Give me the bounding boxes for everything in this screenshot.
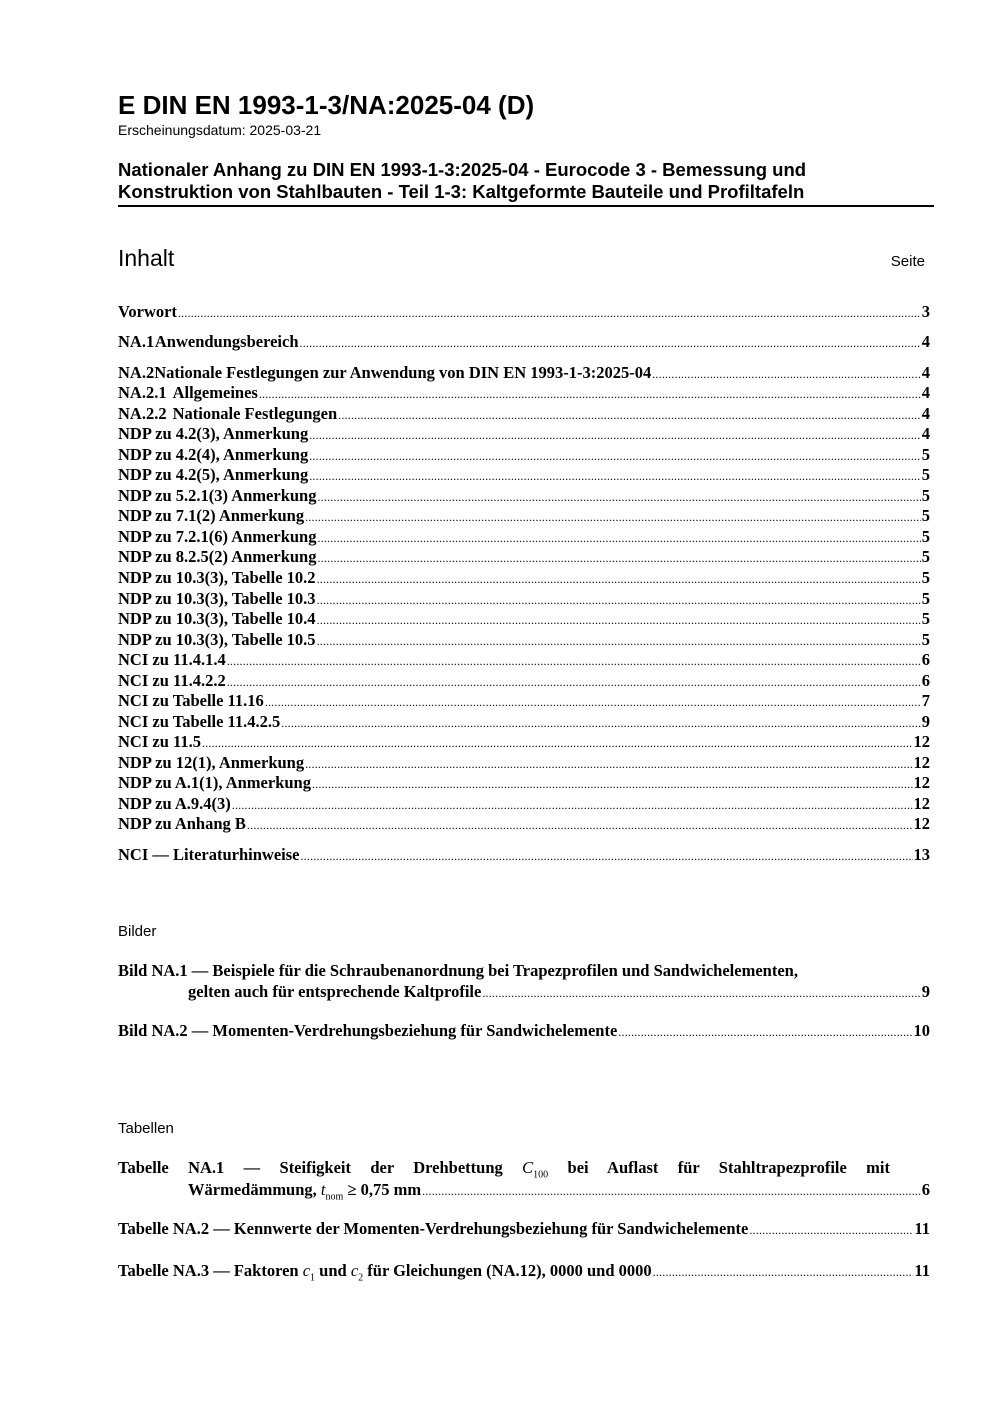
- toc-entry-label: NDP zu 7.1(2) Anmerkung: [118, 506, 305, 525]
- toc-entry[interactable]: [118, 753, 930, 774]
- leader-dots: [309, 465, 921, 485]
- toc-entry-page: 4: [921, 383, 930, 402]
- leader-dots: [227, 671, 921, 691]
- table-1-line2-text-b: ≥ 0,75 mm: [347, 1180, 422, 1199]
- toc-entry-label: NDP zu 4.2(5), Anmerkung: [118, 465, 309, 484]
- table-3-text-b: für Gleichungen (NA.12), 0000 und 0000: [367, 1261, 652, 1280]
- toc-entry-page: 12: [913, 814, 930, 833]
- toc-entry-label: NCI zu 11.4.2.2: [118, 671, 226, 690]
- toc-entry-label: NDP zu 5.2.1(3) Anmerkung: [118, 486, 317, 505]
- leader-dots: [259, 383, 921, 403]
- leader-dots: [653, 1261, 914, 1281]
- toc-entry-page: 3: [921, 302, 930, 321]
- toc-entry-label: NDP zu 10.3(3), Tabelle 10.2: [118, 568, 316, 587]
- toc-entry-label: NCI — Literaturhinweise: [118, 845, 300, 864]
- table-3-page: 11: [914, 1261, 930, 1280]
- toc-entry-page: 6: [921, 671, 930, 690]
- document-id: E DIN EN 1993-1-3/NA:2025-04 (D): [118, 90, 535, 120]
- toc-entry[interactable]: [118, 363, 930, 384]
- leader-dots: [309, 445, 921, 465]
- toc-entry-label: NDP zu A.1(1), Anmerkung: [118, 773, 311, 792]
- toc-entry-label: Nationale Festlegungen zur Anwendung von DIN EN 1993-1-3:2025-04: [154, 363, 652, 382]
- toc-entry-page: 4: [921, 332, 930, 351]
- leader-dots: [281, 712, 920, 732]
- toc-entry-label: NCI zu Tabelle 11.16: [118, 691, 264, 710]
- table-3-symbol-c2: c: [350, 1261, 359, 1280]
- leader-dots: [232, 794, 913, 814]
- tables-heading: Tabellen: [118, 1120, 174, 1137]
- table-3-symbol-c1: c: [302, 1261, 311, 1280]
- toc-entry-page: 5: [921, 630, 930, 649]
- toc-entry[interactable]: [118, 486, 930, 507]
- title-line-2: Konstruktion von Stahlbauten - Teil 1-3: Kaltgeformte Bauteile und Profiltafeln: [118, 181, 805, 202]
- toc-entry[interactable]: [118, 527, 930, 548]
- toc-entry[interactable]: [118, 609, 930, 630]
- table-1-line-2: [188, 1180, 421, 1202]
- title-line-1: Nationaler Anhang zu DIN EN 1993-1-3:2025-04 - Eurocode 3 - Bemessung und: [118, 159, 807, 180]
- toc-entry-page: 4: [921, 424, 930, 443]
- page-column-label: Seite: [890, 253, 925, 270]
- toc-entry-page: 5: [921, 609, 930, 628]
- toc-entry-page: 13: [913, 845, 930, 864]
- table-1-line-1[interactable]: [118, 1158, 890, 1180]
- toc-entry-label: NDP zu 10.3(3), Tabelle 10.3: [118, 589, 316, 608]
- leader-dots: [227, 650, 921, 670]
- table-3-entry[interactable]: [118, 1261, 930, 1282]
- leader-dots: [317, 630, 921, 650]
- toc-entry[interactable]: [118, 671, 930, 692]
- toc-entry-label: Allgemeines: [172, 383, 258, 402]
- toc-entry[interactable]: [118, 568, 930, 589]
- table-1-entry[interactable]: [188, 1180, 930, 1201]
- toc-entry[interactable]: [118, 465, 930, 486]
- toc-entry-number: NA.1: [118, 332, 155, 351]
- leader-dots: [312, 773, 913, 793]
- toc-entry-page: 9: [921, 712, 930, 731]
- figure-1-line-1[interactable]: Bild NA.1 — Beispiele für die Schraubenanordnung bei Trapezprofilen und Sandwichelementen,: [118, 961, 798, 980]
- toc-entry-label: NDP zu 7.2.1(6) Anmerkung: [118, 527, 317, 546]
- table-1-text-b: bei Auflast für Stahltrapezprofile mit: [567, 1158, 890, 1177]
- leader-dots: [482, 982, 920, 1002]
- toc-entry[interactable]: [118, 404, 930, 425]
- figure-1-line-2: gelten auch für entsprechende Kaltprofile: [188, 982, 482, 1001]
- table-2-label: Tabelle NA.2 — Kennwerte der Momenten-Verdrehungsbeziehung für Sandwichelemente: [118, 1219, 749, 1238]
- toc-entry-page: 12: [913, 732, 930, 751]
- toc-entry[interactable]: [118, 845, 930, 866]
- table-3-subscript-1: 1: [310, 1272, 316, 1284]
- table-1-line2-subscript: nom: [325, 1191, 344, 1203]
- figure-2-page: 10: [913, 1021, 930, 1040]
- figure-1-page: 9: [921, 982, 930, 1001]
- toc-entry-number: NA.2: [118, 363, 155, 382]
- toc-entry-label: NDP zu Anhang B: [118, 814, 246, 833]
- leader-dots: [202, 732, 913, 752]
- figure-2-label: Bild NA.2 — Momenten-Verdrehungsbeziehung für Sandwichelemente: [118, 1021, 618, 1040]
- leader-dots: [300, 845, 912, 865]
- toc-entry-page: 5: [921, 568, 930, 587]
- leader-dots: [317, 589, 921, 609]
- toc-entry[interactable]: [118, 445, 930, 466]
- leader-dots: [265, 691, 921, 711]
- toc-entry-label: Vorwort: [118, 302, 177, 321]
- toc-entry-page: 4: [921, 404, 930, 423]
- toc-entry-label: Nationale Festlegungen: [172, 404, 338, 423]
- leader-dots: [305, 753, 912, 773]
- toc-entry[interactable]: [118, 691, 930, 712]
- toc-entry-label: NDP zu 4.2(3), Anmerkung: [118, 424, 309, 443]
- table-2-page: 11: [914, 1219, 930, 1238]
- leader-dots: [317, 527, 920, 547]
- toc-entry[interactable]: [118, 506, 930, 527]
- toc-entry-page: 6: [921, 650, 930, 669]
- toc-entry-label: NCI zu 11.5: [118, 732, 201, 751]
- toc-entry[interactable]: [118, 732, 930, 753]
- figure-2-entry[interactable]: [118, 1021, 930, 1042]
- leader-dots: [300, 332, 921, 352]
- leader-dots: [317, 568, 921, 588]
- leader-dots: [305, 506, 921, 526]
- figures-heading: Bilder: [118, 923, 157, 940]
- toc-entry[interactable]: [118, 547, 930, 568]
- toc-entry[interactable]: [118, 794, 930, 815]
- toc-entry-page: 4: [921, 363, 930, 382]
- leader-dots: [422, 1180, 921, 1200]
- table-1-symbol: C: [522, 1158, 534, 1177]
- leader-dots: [652, 363, 921, 383]
- leader-dots: [309, 424, 921, 444]
- toc-entry-number: NA.2.1: [118, 383, 167, 402]
- leader-dots: [247, 814, 913, 834]
- toc-entry-number: NA.2.2: [118, 404, 167, 423]
- title-rule: [118, 205, 934, 207]
- table-2-entry[interactable]: [118, 1219, 930, 1240]
- toc-entry-page: 5: [921, 547, 930, 566]
- toc-entry-page: 5: [921, 589, 930, 608]
- toc-entry[interactable]: [118, 814, 930, 835]
- toc-entry[interactable]: [118, 332, 930, 353]
- toc-entry-page: 12: [913, 753, 930, 772]
- toc-entry[interactable]: [118, 424, 930, 445]
- toc-entry-label: NDP zu 4.2(4), Anmerkung: [118, 445, 309, 464]
- publication-date: Erscheinungsdatum: 2025-03-21: [118, 122, 322, 138]
- toc-entry-page: 5: [921, 465, 930, 484]
- leader-dots: [338, 404, 921, 424]
- toc-entry-label: NDP zu 10.3(3), Tabelle 10.4: [118, 609, 316, 628]
- table-1-text-a: Tabelle NA.1 — Steifigkeit der Drehbettung: [118, 1158, 503, 1177]
- table-3-subscript-2: 2: [358, 1272, 364, 1284]
- leader-dots: [618, 1021, 912, 1041]
- table-3-label: [118, 1261, 652, 1283]
- toc-entry-label: NDP zu 8.2.5(2) Anmerkung: [118, 547, 317, 566]
- table-1-line2-text-a: Wärmedämmung,: [188, 1180, 317, 1199]
- toc-entry-label: NCI zu 11.4.1.4: [118, 650, 226, 669]
- toc-entry[interactable]: [118, 650, 930, 671]
- toc-entry-page: 5: [921, 527, 930, 546]
- leader-dots: [317, 486, 920, 506]
- toc-entry-page: 7: [921, 691, 930, 710]
- leader-dots: [317, 547, 920, 567]
- toc-entry-page: 5: [921, 506, 930, 525]
- toc-entry-label: NCI zu Tabelle 11.4.2.5: [118, 712, 281, 731]
- toc-entry[interactable]: [118, 630, 930, 651]
- toc-entry[interactable]: [118, 302, 930, 323]
- toc-entry-label: NDP zu 12(1), Anmerkung: [118, 753, 305, 772]
- table-3-text-a: Tabelle NA.3 — Faktoren: [118, 1261, 299, 1280]
- figure-1-entry[interactable]: [188, 982, 930, 1003]
- table-1-page: 6: [921, 1180, 930, 1199]
- leader-dots: [317, 609, 921, 629]
- toc-entry-page: 5: [921, 445, 930, 464]
- table-1-subscript: 100: [533, 1169, 549, 1181]
- toc-entry[interactable]: [118, 712, 930, 733]
- toc-entry[interactable]: [118, 589, 930, 610]
- toc-entry[interactable]: [118, 383, 930, 404]
- toc-entry-page: 12: [913, 773, 930, 792]
- toc-entry-label: NDP zu 10.3(3), Tabelle 10.5: [118, 630, 316, 649]
- leader-dots: [178, 302, 921, 322]
- toc-entry-page: 5: [921, 486, 930, 505]
- toc-entry-page: 12: [913, 794, 930, 813]
- toc-entry-label: Anwendungsbereich: [154, 332, 299, 351]
- table-3-und: und: [319, 1261, 347, 1280]
- toc-entry[interactable]: [118, 773, 930, 794]
- toc-entry-label: NDP zu A.9.4(3): [118, 794, 231, 813]
- leader-dots: [749, 1219, 913, 1239]
- toc-heading: Inhalt: [118, 245, 175, 271]
- table-1-line2-symbol: t: [320, 1180, 326, 1199]
- document-title: [118, 159, 934, 203]
